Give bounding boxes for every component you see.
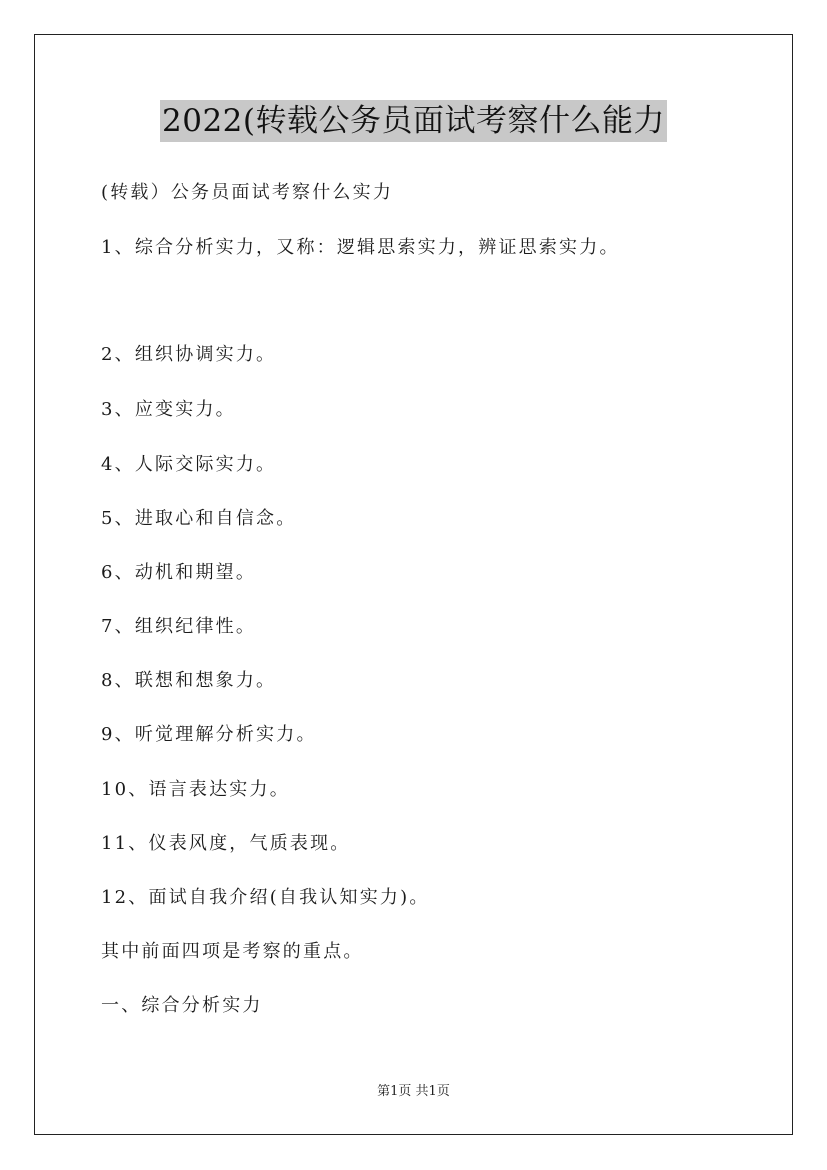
title-container	[0, 100, 827, 142]
list-item-10: 10、语言表达实力。	[101, 779, 290, 800]
subtitle-line: (转载）公务员面试考察什么实力	[101, 182, 394, 203]
list-item-7: 7、组织纪律性。	[101, 616, 257, 637]
list-item-11: 11、仪表风度，气质表现。	[101, 833, 351, 854]
list-item-9: 9、听觉理解分析实力。	[101, 724, 317, 745]
summary-line: 其中前面四项是考察的重点。	[101, 941, 364, 962]
list-item-3: 3、应变实力。	[101, 399, 236, 420]
list-item-1: 1、综合分析实力，又称：逻辑思索实力，辨证思索实力。	[101, 237, 620, 258]
document-title: 2022(转载公务员面试考察什么能力	[160, 100, 667, 142]
list-item-4: 4、人际交际实力。	[101, 454, 277, 475]
list-item-12: 12、面试自我介绍(自我认知实力)。	[101, 887, 430, 908]
page-number-footer: 第1页 共1页	[377, 1084, 450, 1099]
list-item-8: 8、联想和想象力。	[101, 670, 277, 691]
section-heading: 一、综合分析实力	[101, 995, 263, 1016]
list-item-6: 6、动机和期望。	[101, 562, 257, 583]
list-item-2: 2、组织协调实力。	[101, 344, 277, 365]
list-item-5: 5、进取心和自信念。	[101, 508, 297, 529]
